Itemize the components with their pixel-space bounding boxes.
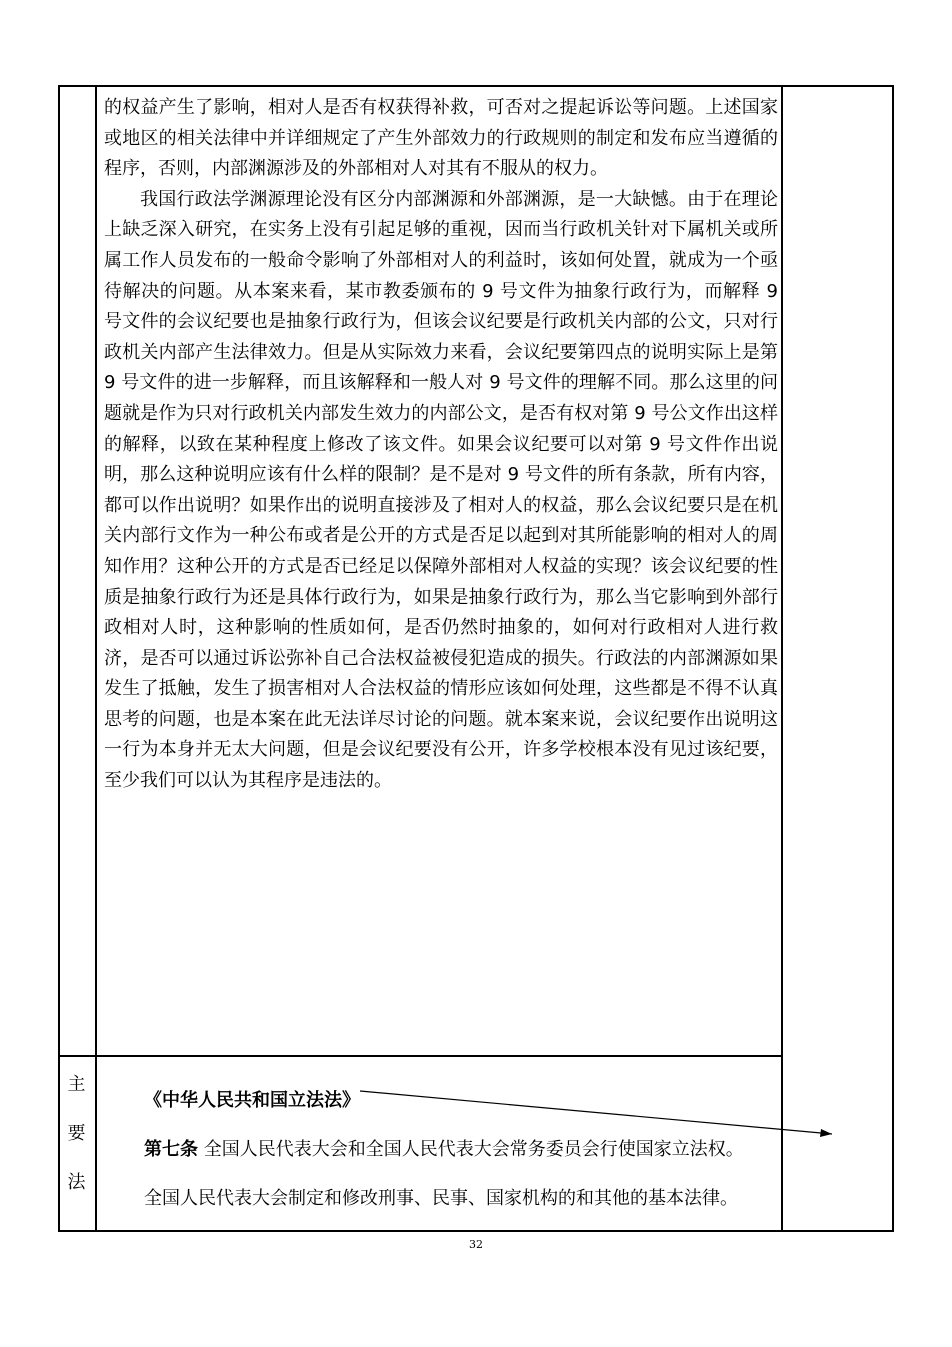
paragraph-1: 的权益产生了影响，相对人是否有权获得补救，可否对之提起诉讼等问题。上述国家或地区的相关法律中并详细规定了产生外部效力的行政规则的制定和发布应当遵循的程序，否则，内部渊源涉及的外部相对人对其有不服从的权力。: [104, 97, 778, 180]
label-char-1: 主: [67, 1074, 86, 1095]
article-heading: 第七条: [144, 1139, 198, 1160]
article-line-2: 全国人民代表大会制定和修改刑事、民事、国家机构的和其他的基本法律。: [144, 1188, 738, 1209]
label-char-3: 法: [67, 1172, 86, 1193]
article-text: 全国人民代表大会和全国人民代表大会常务委员会行使国家立法权。: [203, 1139, 744, 1160]
left-column-divider: [95, 87, 97, 1230]
analysis-text: [104, 93, 778, 797]
right-column-divider: [781, 87, 783, 1230]
paragraph-2: 我国行政法学渊源理论没有区分内部渊源和外部渊源，是一大缺憾。由于在理论上缺乏深入研究，在实务上没有引起足够的重视，因而当行政机关针对下属机关或所属工作人员发布的一般命令影响了外部相对人的利益时，该如何处置，就成为一个亟待解决的问题。从本案来看，某市教委颁布的 9 号文件为抽象行政行为，而解释 9 号文件的会议纪要也是抽象行政行为，但该会议纪要是行政机关内部的公文，只对行政机关内部产生法律效力。但是从实际效力来看，会议纪要第四点的说明实际上是第 9 号文件的进一步解释，而且该解释和一般人对 9 号文件的理解不同。那么这里的问题就是作为只对行政机关内部发生效力的内部公文，是否有权对第 9 号公文作出这样的解释，以致在某种程度上修改了该文件。如果会议纪要可以对第 9 号文件作出说明，那么这种说明应该有什么样的限制？是不是对 9 号文件的所有条款，所有内容，都可以作出说明？如果作出的说明直接涉及了相对人的权益，那么会议纪要只是在机关内部行文作为一种公布或者是公开的方式是否足以起到对其所能影响的相对人的周知作用？这种公开的方式是否已经足以保障外部相对人权益的实现？该会议纪要的性质是抽象行政行为还是具体行政行为，如果是抽象行政行为，那么当它影响到外部行政相对人时，这种影响的性质如何，是否仍然时抽象的，如何对行政相对人进行救济，是否可以通过诉讼弥补自己合法权益被侵犯造成的损失。行政法的内部渊源如果发生了抵触，发生了损害相对人合法权益的情形应该如何处理，这些都是不得不认真思考的问题，也是本案在此无法详尽讨论的问题。就本案来说，会议纪要作出说明这一行为本身并无太大问题，但是会议纪要没有公开，许多学校根本没有见过该纪要，至少我们可以认为其程序是违法的。: [104, 188, 778, 792]
page-number: 32: [469, 1238, 483, 1251]
label-char-2: 要: [67, 1123, 86, 1144]
law-title: 《中华人民共和国立法法》: [144, 1090, 360, 1111]
article-line-1: [144, 1135, 744, 1161]
row-divider: [60, 1055, 781, 1057]
main-law-label: [58, 1060, 95, 1207]
